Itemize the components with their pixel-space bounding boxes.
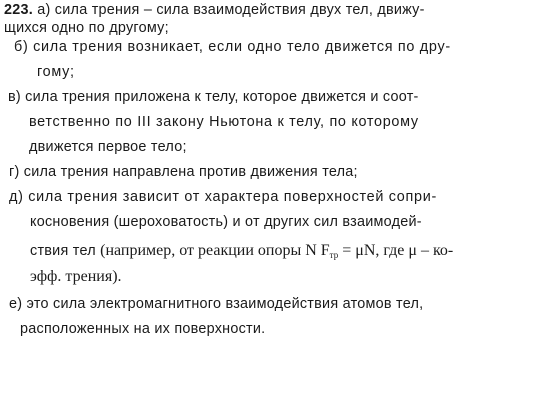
- line-b-1: б) сила трения возникает, если одно тело движется по дру-: [14, 39, 451, 55]
- line-d-1: д) сила трения зависит от характера поверхностей сопри-: [9, 189, 437, 205]
- formula-part-1: (например, от реакции опоры N F: [100, 242, 330, 259]
- line-a-1-text: а) сила трения – сила взаимодействия двух тел, движу-: [33, 2, 425, 18]
- line-d-3: [30, 242, 453, 264]
- line-a-1: [4, 1, 425, 19]
- line-e-1: е) это сила электромагнитного взаимодействия атомов тел,: [9, 296, 424, 312]
- line-b-2: гому;: [37, 64, 75, 80]
- problem-number: 223.: [4, 2, 34, 18]
- line-d-4: эфф. трения).: [30, 268, 122, 285]
- line-a-2: щихся одно по другому;: [4, 20, 169, 36]
- formula-part-2: = μN, где μ – ко-: [338, 242, 454, 259]
- line-v-2: ветственно по III закону Ньютона к телу, по которому: [29, 114, 419, 130]
- handwritten-formula: [100, 242, 453, 259]
- line-v-1: в) сила трения приложена к телу, которое движется и соот-: [8, 89, 419, 105]
- line-d-2: косновения (шероховатость) и от других сил взаимодей-: [30, 214, 422, 230]
- friction-subscript: тр: [329, 250, 339, 260]
- line-e-2: расположенных на их поверхности.: [20, 321, 266, 337]
- line-g: г) сила трения направлена против движения тела;: [9, 164, 358, 180]
- line-d-3-text: ствия тел: [30, 243, 101, 259]
- line-v-3: движется первое тело;: [29, 139, 187, 155]
